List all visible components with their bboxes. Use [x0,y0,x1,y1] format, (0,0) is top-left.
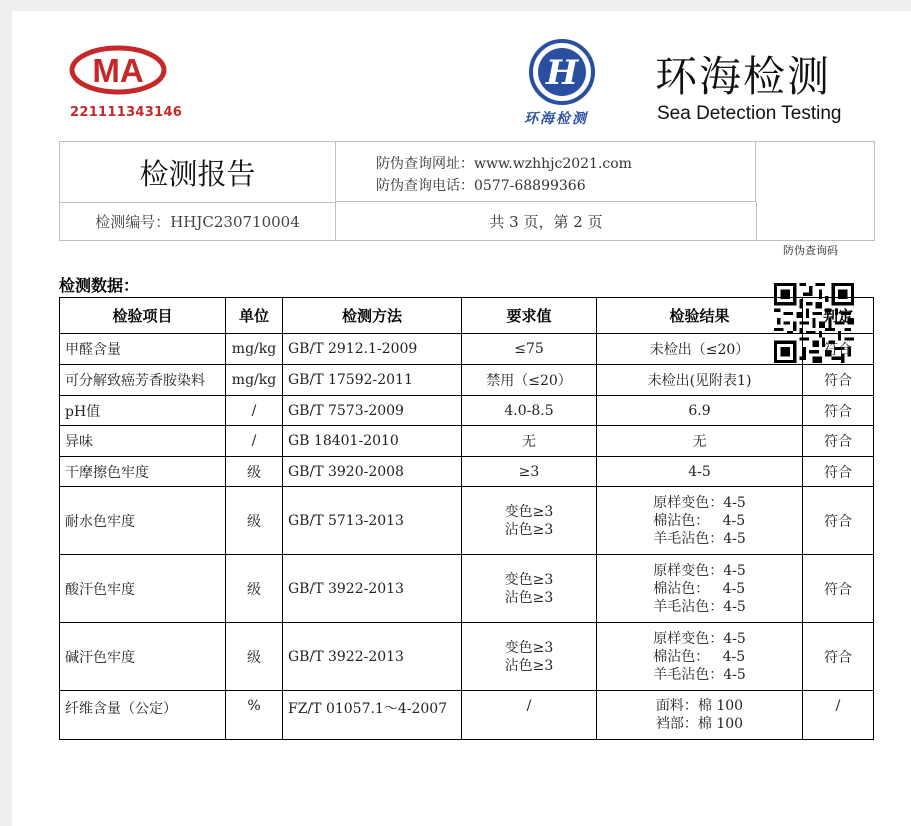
column-header: 单位 [226,298,283,334]
column-header: 检验结果 [597,298,803,334]
result-line: 棉沾色： 4-5 [653,512,746,529]
verdict-cell: 符合 [803,623,874,691]
unit-cell: % [226,691,283,740]
table-row [60,426,874,457]
anti-fake-website: 防伪查询网址：www.wzhhjc2021.com [376,156,632,172]
item-cell: 耐水色牢度 [60,487,226,555]
result-cell [597,623,803,691]
verdict-cell: 符合 [803,555,874,623]
requirement-cell [462,555,597,623]
unit-cell: / [226,396,283,426]
method-cell: GB/T 17592-2011 [283,365,462,396]
table-row [60,623,874,691]
result-line: 羊毛沾色：4-5 [653,598,746,615]
section-title: 检测数据： [59,276,140,295]
verdict-cell: 符合 [803,396,874,426]
company-logo-icon [528,38,596,106]
cma-logo [68,44,168,96]
table-row [60,334,874,365]
requirement-line: 变色≥3 [504,639,554,656]
result-line: 面料：棉 100 [655,698,744,714]
result-line: 棉沾色： 4-5 [653,580,746,597]
table-row [60,396,874,426]
requirement-cell: ≤75 [462,334,597,365]
column-header: 检验项目 [60,298,226,334]
report-page [12,11,911,826]
method-cell: GB/T 7573-2009 [283,396,462,426]
unit-cell: / [226,426,283,457]
result-cell: 无 [597,426,803,457]
anti-fake-info [336,142,756,202]
result-cell: 未检出（≤20） [597,334,803,365]
item-cell: 酸汗色牢度 [60,555,226,623]
brand-name-en: Sea Detection Testing [657,103,842,124]
method-cell: GB/T 3920-2008 [283,457,462,487]
requirement-cell: 4.0-8.5 [462,396,597,426]
table-row [60,365,874,396]
item-cell: 甲醛含量 [60,334,226,365]
item-cell: 可分解致癌芳香胺染料 [60,365,226,396]
requirement-line: 沾色≥3 [504,657,554,674]
unit-cell: 级 [226,487,283,555]
item-cell: 干摩擦色牢度 [60,457,226,487]
verdict-cell: / [803,691,874,740]
cma-logo-text: MA [92,52,144,89]
cma-number: 221111343146 [70,105,183,120]
column-header: 判定 [803,298,874,334]
result-cell: 6.9 [597,396,803,426]
requirement-line: 沾色≥3 [504,589,554,606]
requirement-cell [462,487,597,555]
item-cell: 碱汗色牢度 [60,623,226,691]
unit-cell: 级 [226,457,283,487]
requirement-cell: ≥3 [462,457,597,487]
method-cell: FZ/T 01057.1～4-2007 [283,691,462,740]
requirement-cell: 禁用（≤20） [462,365,597,396]
result-line: 棉沾色： 4-5 [653,648,746,665]
column-header: 检测方法 [283,298,462,334]
method-cell: GB 18401-2010 [283,426,462,457]
table-row [60,487,874,555]
page-info: 共 3 页，第 2 页 [336,202,757,240]
test-data-table [59,297,874,740]
result-cell [597,487,803,555]
table-row [60,457,874,487]
result-line: 羊毛沾色：4-5 [653,666,746,683]
result-cell: 4-5 [597,457,803,487]
verdict-cell: 符合 [803,334,874,365]
verdict-cell: 符合 [803,426,874,457]
table-row [60,555,874,623]
method-cell: GB/T 2912.1-2009 [283,334,462,365]
method-cell: GB/T 3922-2013 [283,623,462,691]
anti-fake-phone: 防伪查询电话：0577-68899366 [376,178,586,194]
item-cell: 异味 [60,426,226,457]
brand-name-cn: 环海检测 [655,52,832,101]
result-cell [597,555,803,623]
unit-cell: 级 [226,555,283,623]
requirement-line: 变色≥3 [504,503,554,520]
verdict-cell: 符合 [803,365,874,396]
logo-mark: H [545,53,579,93]
result-line: 裆部：棉 100 [655,716,744,732]
method-cell: GB/T 3922-2013 [283,555,462,623]
unit-cell: mg/kg [226,334,283,365]
requirement-cell: 无 [462,426,597,457]
result-line: 羊毛沾色：4-5 [653,530,746,547]
item-cell: 纤维含量（公定） [60,691,226,740]
item-cell: pH值 [60,396,226,426]
report-header-box [59,141,875,241]
requirement-cell: / [462,691,597,740]
result-cell [597,691,803,740]
report-title: 检测报告 [60,142,336,203]
qr-caption: 防伪查询码 [783,244,838,257]
requirement-cell [462,623,597,691]
report-number: 检测编号：HHJC230710004 [60,202,336,240]
column-header: 要求值 [462,298,597,334]
requirement-line: 变色≥3 [504,571,554,588]
verdict-cell: 符合 [803,487,874,555]
table-row [60,691,874,740]
unit-cell: mg/kg [226,365,283,396]
result-line: 原样变色：4-5 [653,630,746,647]
result-cell: 未检出(见附表1) [597,365,803,396]
unit-cell: 级 [226,623,283,691]
requirement-line: 沾色≥3 [504,521,554,538]
result-line: 原样变色：4-5 [653,494,746,511]
table-header-row [60,298,874,334]
logo-caption: 环海检测 [524,111,588,127]
result-line: 原样变色：4-5 [653,562,746,579]
verdict-cell: 符合 [803,457,874,487]
method-cell: GB/T 5713-2013 [283,487,462,555]
